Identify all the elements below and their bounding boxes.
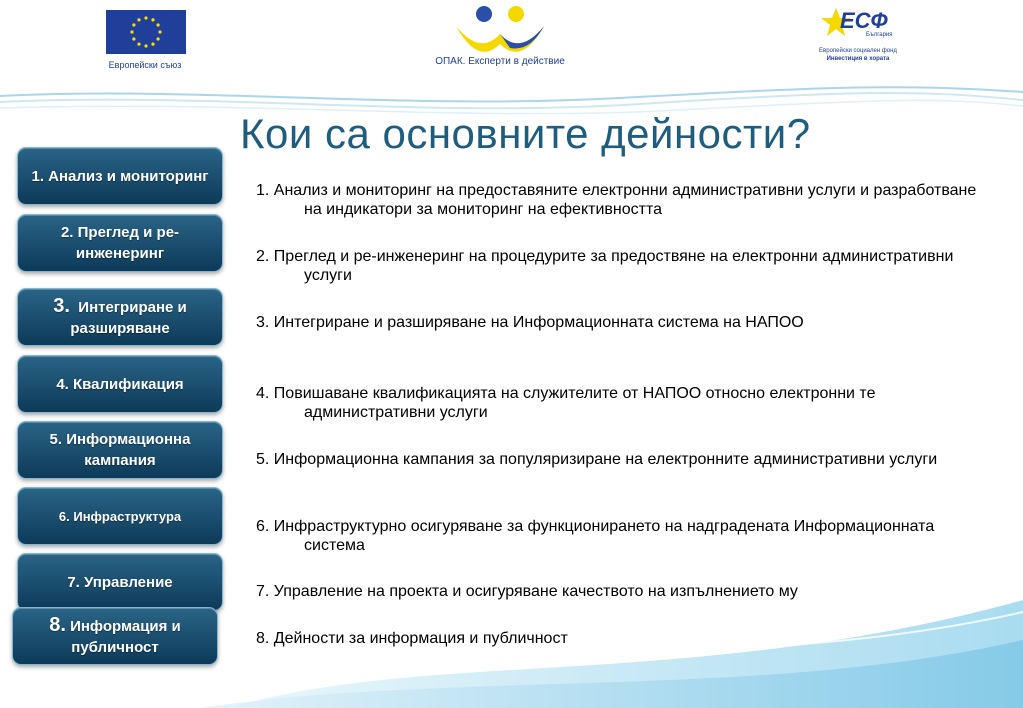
sidebar-item-label: 1. Анализ и мониторинг — [31, 167, 209, 185]
sidebar-item-label: 5. Информационна кампания — [49, 431, 191, 469]
sidebar-item-management[interactable] — [17, 553, 223, 611]
sidebar-item-infrastructure[interactable] — [17, 487, 223, 545]
eu-star-icon — [158, 30, 161, 33]
opak-label: ОПАК. Експерти в действие — [435, 56, 565, 67]
sidebar-item-number: 8. — [49, 613, 66, 636]
sidebar-item-integration[interactable] — [17, 288, 223, 346]
opak-figures-icon — [450, 4, 550, 52]
list-item: 4. Повишаване квалификацията на служителите от НАПОО относно електронни те административни услуги — [256, 385, 876, 421]
page-title: Кои са основните дейности? — [240, 110, 811, 157]
list-item: 1. Анализ и мониторинг на предоставяните електронни административни услуги и разработване на индикатори за мониторинг на ефективността — [256, 182, 977, 218]
sidebar-item-number: 3. — [53, 294, 70, 317]
eu-star-icon — [137, 43, 140, 46]
eu-star-icon — [137, 18, 140, 21]
sidebar-item-qualification[interactable] — [17, 355, 223, 413]
eu-star-icon — [144, 16, 147, 19]
esf-logo — [808, 6, 908, 70]
eu-star-icon — [151, 43, 154, 46]
sidebar-item-label: 2. Преглед и ре-инженеринг — [60, 224, 180, 262]
esf-word: ЕСФ — [840, 8, 888, 33]
sidebar-item-label: Интегриране и разширяване — [70, 298, 187, 337]
eu-star-icon — [132, 23, 135, 26]
eu-star-icon — [157, 23, 160, 26]
list-item: 8. Дейности за информация и публичност — [256, 630, 568, 647]
eu-star-icon — [130, 30, 133, 33]
sidebar-item-analysis[interactable] — [17, 147, 223, 205]
sidebar-item-label: 6. Инфраструктура — [58, 508, 182, 524]
eu-star-icon — [157, 37, 160, 40]
list-item: 6. Инфраструктурно осигуряване за функционирането на надградената Информационната система — [256, 518, 935, 554]
list-item: 5. Информационна кампания за популяризиране на електронните административни услуги — [256, 451, 938, 468]
eu-star-icon — [144, 44, 147, 47]
list-item: 2. Преглед и ре-инженеринг на процедурите за предоствяне на електронни административни услуги — [256, 248, 954, 284]
esf-sub: България — [866, 32, 893, 38]
sidebar-item-label: 4. Квалификация — [56, 375, 184, 393]
eu-label: Европейски съюз — [108, 60, 182, 70]
eu-flag-icon — [106, 10, 186, 54]
eu-star-icon — [132, 37, 135, 40]
sidebar-item-campaign[interactable] — [17, 421, 223, 479]
sidebar-item-review[interactable] — [17, 214, 223, 272]
sidebar-item-publicity[interactable] — [12, 607, 218, 665]
sidebar-item-label: Информация и публичност — [70, 617, 181, 656]
esf-caption: Европейски социален фонд — [819, 48, 897, 54]
list-item: 7. Управление на проекта и осигуряване качеството на изпълнението му — [256, 583, 798, 600]
sidebar-item-label: 7. Управление — [67, 573, 173, 591]
list-item: 3. Интегриране и разширяване на Информационната система на НАПОО — [256, 314, 804, 331]
opak-logo — [410, 4, 590, 70]
esf-tagline: Инвестиция в хората — [826, 56, 890, 62]
eu-logo — [103, 8, 187, 70]
eu-star-icon — [151, 18, 154, 21]
